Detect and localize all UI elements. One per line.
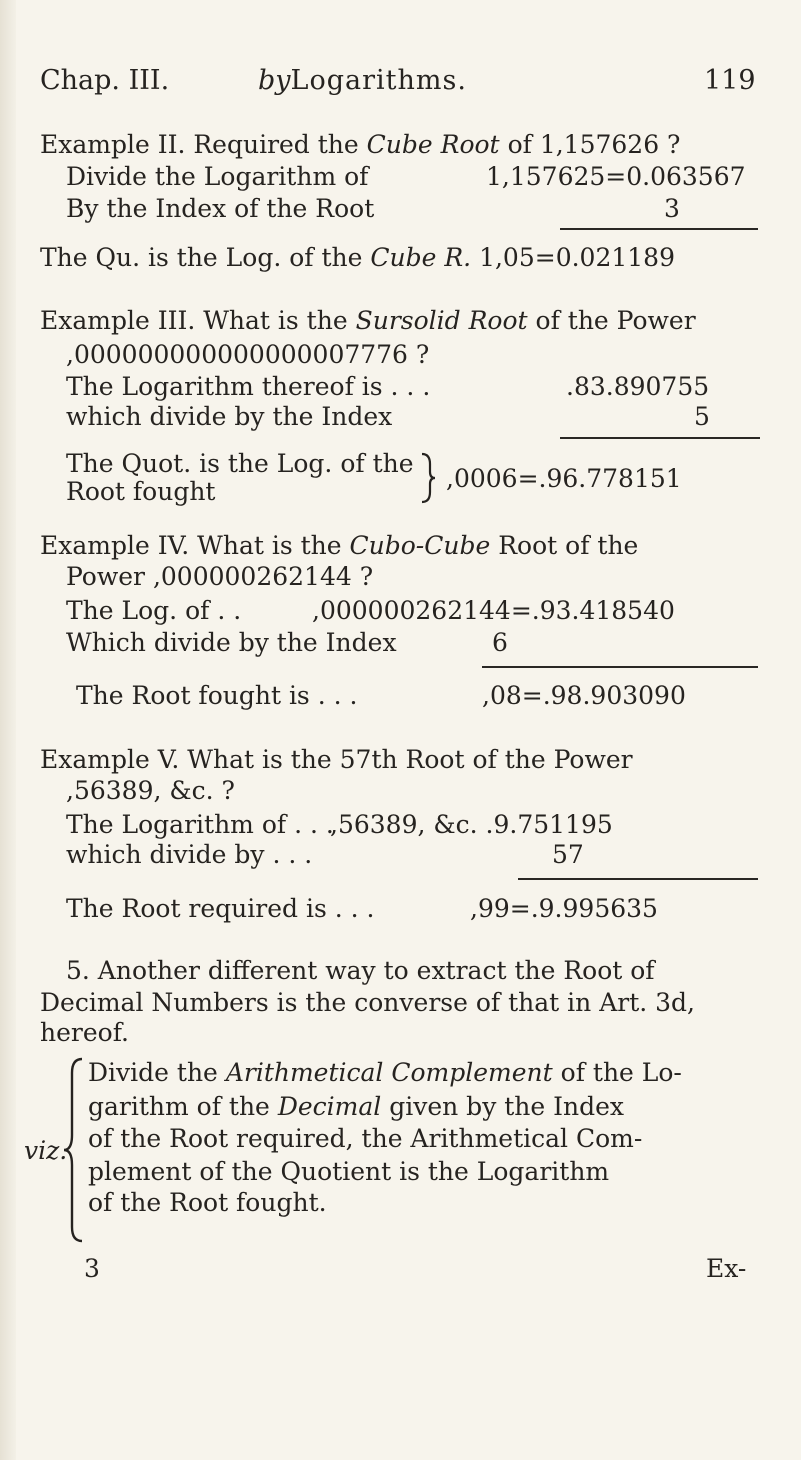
example5-result-value: ,99=.9.995635: [470, 894, 658, 923]
example2-result-italic: Cube R.: [370, 243, 472, 272]
rule-line3: of the Root required, the Arithmetical Com-: [88, 1124, 643, 1153]
example4-result-label: The Root fought is . . .: [76, 681, 358, 710]
example4-heading: [40, 531, 638, 561]
example3-line1-label: The Logarithm thereof is . . .: [66, 372, 431, 401]
example5-heading: Example V. What is the 57th Root of the Power: [40, 745, 633, 774]
rule-line2: [88, 1092, 624, 1122]
example5-line1-label: The Logarithm of . . .: [66, 810, 334, 839]
example5-sum-rule: [518, 878, 758, 880]
example3-heading-text: Example III. What is the: [40, 306, 348, 335]
rule-line5: of the Root fought.: [88, 1188, 327, 1217]
rule-line4: plement of the Quotient is the Logarithm: [88, 1157, 610, 1186]
example3-result-label-2: Root fought: [66, 477, 216, 506]
example4-heading-tail: Root of the: [498, 531, 639, 560]
catchword: Ex-: [706, 1254, 747, 1283]
example3-heading-italic: Sursolid Root: [355, 306, 528, 335]
example3-right-brace: [420, 452, 436, 504]
example5-result-label: The Root required is . . .: [66, 894, 375, 923]
section5-line2: Decimal Numbers is the converse of that in Art. 3d,: [40, 988, 695, 1017]
example2-line1-label: Divide the Logarithm of: [66, 162, 369, 191]
section5-line3: hereof.: [40, 1018, 130, 1047]
rule-line2-c: given by the Index: [389, 1092, 625, 1121]
example4-result-value: ,08=.98.903090: [482, 681, 686, 710]
section5-line1: 5. Another different way to extract the Root of: [66, 956, 655, 985]
example3-line1-value: .83.890755: [566, 372, 710, 401]
example5-line2-label: which divide by . . .: [66, 840, 313, 869]
example2-heading-text: Example II. Required the: [40, 130, 359, 159]
rule-line1-a: Divide the: [88, 1058, 218, 1087]
example5-power: ,56389, &c. ?: [66, 776, 235, 805]
example2-result: [40, 243, 675, 273]
page-number: 119: [704, 65, 756, 96]
rule-line1: [88, 1058, 682, 1088]
rule-line2-italic: Decimal: [277, 1092, 382, 1121]
rule-line1-italic: Arithmetical Complement: [225, 1058, 553, 1087]
example2-line2-value: 3: [664, 194, 680, 223]
example2-heading-number: of 1,157626 ?: [507, 130, 681, 159]
example3-sum-rule: [560, 437, 760, 439]
signature-mark: 3: [84, 1254, 100, 1283]
example3-line2-label: which divide by the Index: [66, 402, 393, 431]
chapter-label: Chap. III.: [40, 65, 170, 96]
example3-power: ,000000000000000007776 ?: [66, 340, 430, 369]
example3-result-value: ,0006=.96.778151: [446, 464, 682, 493]
example4-sum-rule: [482, 666, 758, 668]
running-title-by: by: [258, 65, 291, 96]
example3-heading-tail: of the Power: [535, 306, 696, 335]
example4-line2-label: Which divide by the Index: [66, 628, 397, 657]
example2-result-text: The Qu. is the Log. of the: [40, 243, 363, 272]
example4-line1-value: ,000000262144=.93.418540: [312, 596, 675, 625]
example4-heading-text: Example IV. What is the: [40, 531, 342, 560]
example2-heading: [40, 130, 680, 160]
example4-power: Power ,000000262144 ?: [66, 562, 374, 591]
example3-result-label-1: The Quot. is the Log. of the: [66, 449, 414, 478]
example5-line2-value: 57: [552, 840, 584, 869]
example3-heading: [40, 306, 696, 336]
example2-line1-value: 1,157625=0.063567: [486, 162, 746, 191]
example2-sum-rule: [560, 228, 758, 230]
page-binding-shadow: [0, 0, 16, 1460]
example4-heading-italic: Cubo-Cube: [349, 531, 491, 560]
example4-line1-label: The Log. of . .: [66, 596, 242, 625]
example2-heading-italic: Cube Root: [366, 130, 500, 159]
example5-line1-value: ,56389, &c. .9.751195: [330, 810, 613, 839]
rule-line2-a: garithm of the: [88, 1092, 270, 1121]
example4-line2-value: 6: [492, 628, 508, 657]
viz-label: viz.: [24, 1136, 68, 1165]
rule-line1-c: of the Lo-: [560, 1058, 682, 1087]
example2-result-value: 1,05=0.021189: [479, 243, 675, 272]
example3-line2-value: 5: [694, 402, 710, 431]
running-title: [258, 66, 467, 96]
example2-line2-label: By the Index of the Root: [66, 194, 375, 223]
running-title-main: Logarithms.: [290, 65, 467, 96]
